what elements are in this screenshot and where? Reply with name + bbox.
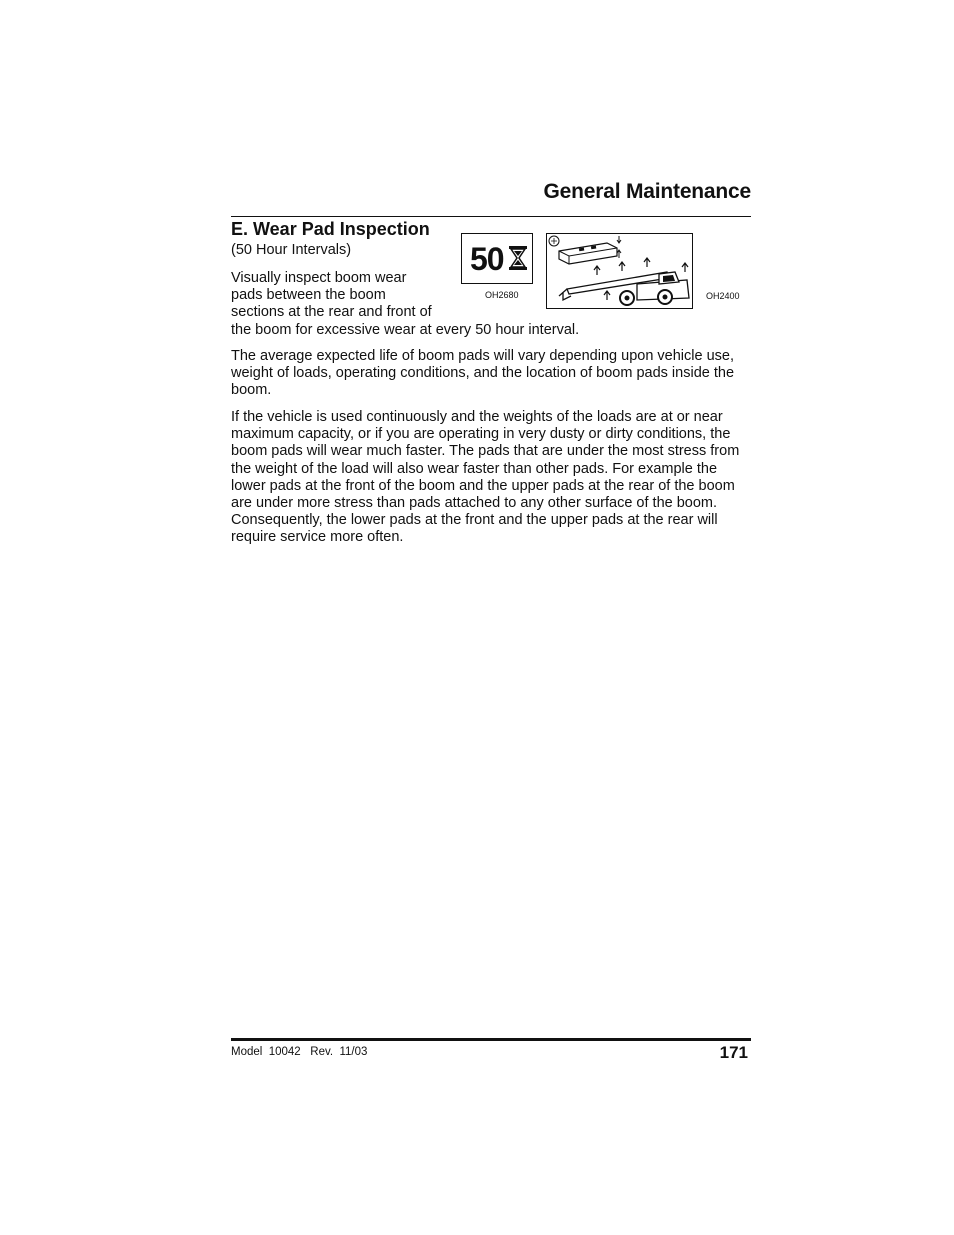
paragraph-2: The average expected life of boom pads will vary depending upon vehicle use, weight of loads, operating conditions, and the location of boom pads inside the boom.	[231, 348, 735, 399]
paragraph-3: If the vehicle is used continuously and the weights of the loads are at or near maximum capacity, or if you are operating in very dusty or dirty conditions, the boom pads will wear much faster. The pads that are under the most stress from the weight of the load will also wear faster than other pads. For example the lower pads at the front of the boom and the upper pads at the rear of the boom are under more stress than pads attached to any other surface of the boom. Consequently, the lower pads at the front and the upper pads at the rear will require service more often.	[231, 409, 740, 546]
interval-icon	[461, 233, 533, 284]
telehandler-wear-pad-diagram	[547, 234, 692, 308]
interval-icon-code: OH2680	[485, 290, 519, 300]
footer-rule	[231, 1038, 751, 1041]
paragraph-1-line-1: Visually inspect boom wear	[231, 270, 407, 286]
interval-number: 50	[470, 241, 504, 277]
paragraph-1-line-2: pads between the boom	[231, 287, 386, 303]
interval-subtitle: (50 Hour Intervals)	[231, 242, 352, 258]
page-number: 171	[719, 1043, 748, 1062]
paragraph-1-line-4: the boom for excessive wear at every 50 hour interval.	[231, 322, 580, 338]
boom-diagram-code: OH2400	[706, 291, 740, 301]
section-heading: E. Wear Pad Inspection	[231, 219, 430, 239]
section-title: General Maintenance	[543, 180, 751, 203]
header-rule	[231, 216, 751, 217]
boom-diagram	[546, 233, 693, 309]
paragraph-1-line-3: sections at the rear and front of	[231, 304, 432, 320]
footer-model-revision: Model 10042 Rev. 11/03	[231, 1046, 368, 1058]
hourglass-icon	[509, 246, 527, 270]
